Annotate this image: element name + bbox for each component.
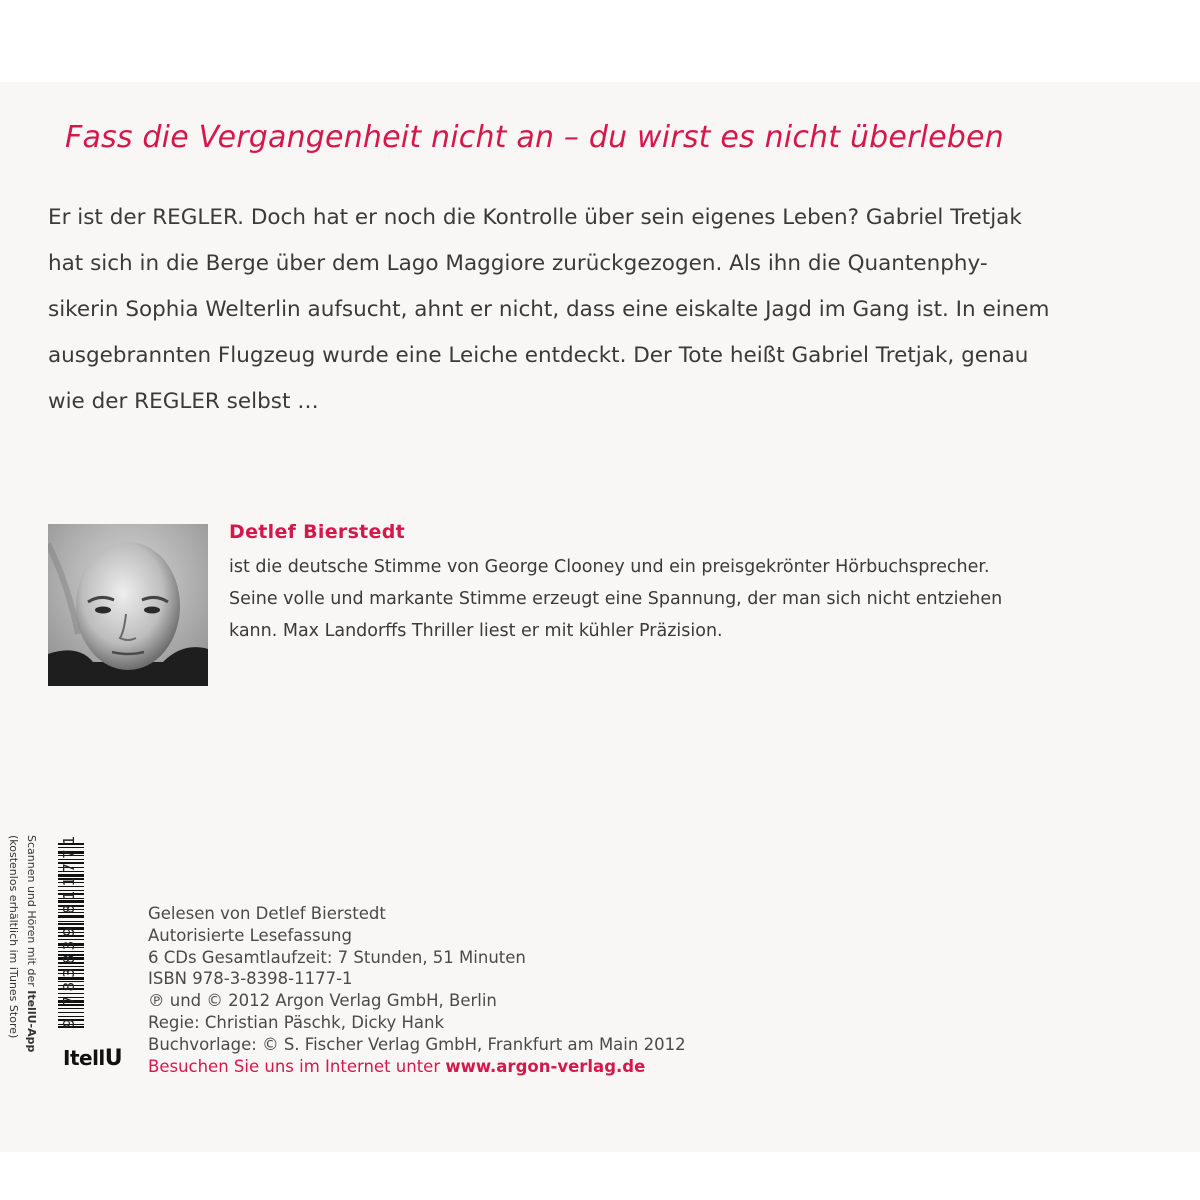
credit-copyright: ℗ und © 2012 Argon Verlag GmbH, Berlin xyxy=(148,991,497,1011)
scan-note-text: Scannen und Hören mit der xyxy=(25,835,38,991)
credit-runtime: 6 CDs Gesamtlaufzeit: 7 Stunden, 51 Minuten xyxy=(148,947,526,967)
credit-edition: Autorisierte Lesefassung xyxy=(148,925,352,945)
itellu-logo xyxy=(63,1046,122,1071)
website-link[interactable]: www.argon-verlag.de xyxy=(445,1056,646,1076)
itellu-logo-suffix: U xyxy=(104,1046,123,1071)
credit-direction: Regie: Christian Päschk, Dicky Hank xyxy=(148,1012,445,1032)
visit-text: Besuchen Sie uns im Internet unter xyxy=(148,1056,446,1076)
credit-source: Buchvorlage: © S. Fischer Verlag GmbH, Frankfurt am Main 2012 xyxy=(148,1034,686,1054)
speaker-bio xyxy=(229,551,1169,647)
bio-line: Seine volle und markante Stimme erzeugt eine Spannung, der man sich nicht entziehen xyxy=(229,589,1003,609)
bio-line: ist die deutsche Stimme von George Clooney und ein preisgekrönter Hörbuchsprecher. xyxy=(229,557,990,577)
blurb-line: wie der REGLER selbst … xyxy=(48,389,319,414)
itellu-logo-prefix: Itell xyxy=(63,1046,105,1070)
barcode-digits: 9 783839 811771 xyxy=(60,831,78,1028)
speaker-name: Detlef Bierstedt xyxy=(229,521,406,543)
bio-line: kann. Max Landorffs Thriller liest er mit kühler Präzision. xyxy=(229,621,723,641)
blurb-line: ausgebrannten Flugzeug wurde eine Leiche entdeckt. Der Tote heißt Gabriel Tretjak, genau xyxy=(48,343,1029,368)
itellu-store-note: (kostenlos erhältlich im iTunes Store) xyxy=(7,835,20,1039)
blurb-line: sikerin Sophia Welterlin aufsucht, ahnt er nicht, dass eine eiskalte Jagd im Gang ist. In einem xyxy=(48,297,1050,322)
credit-reader: Gelesen von Detlef Bierstedt xyxy=(148,904,386,923)
itellu-scan-note xyxy=(25,835,38,1052)
credit-isbn: ISBN 978-3-8398-1177-1 xyxy=(148,969,353,989)
blurb-line: hat sich in die Berge über dem Lago Maggiore zurückgezogen. Als ihn die Quantenphy- xyxy=(48,251,988,276)
blurb xyxy=(48,195,1178,425)
speaker-photo xyxy=(48,524,208,686)
scan-note-app: ItellU-App xyxy=(25,990,38,1053)
visit-line xyxy=(148,1056,1048,1078)
tagline: Fass die Vergangenheit nicht an – du wirst es nicht überleben xyxy=(65,120,1004,155)
blurb-line: Er ist der REGLER. Doch hat er noch die Kontrolle über sein eigenes Leben? Gabriel Tretjak xyxy=(48,205,1022,230)
credits xyxy=(148,903,1048,1078)
